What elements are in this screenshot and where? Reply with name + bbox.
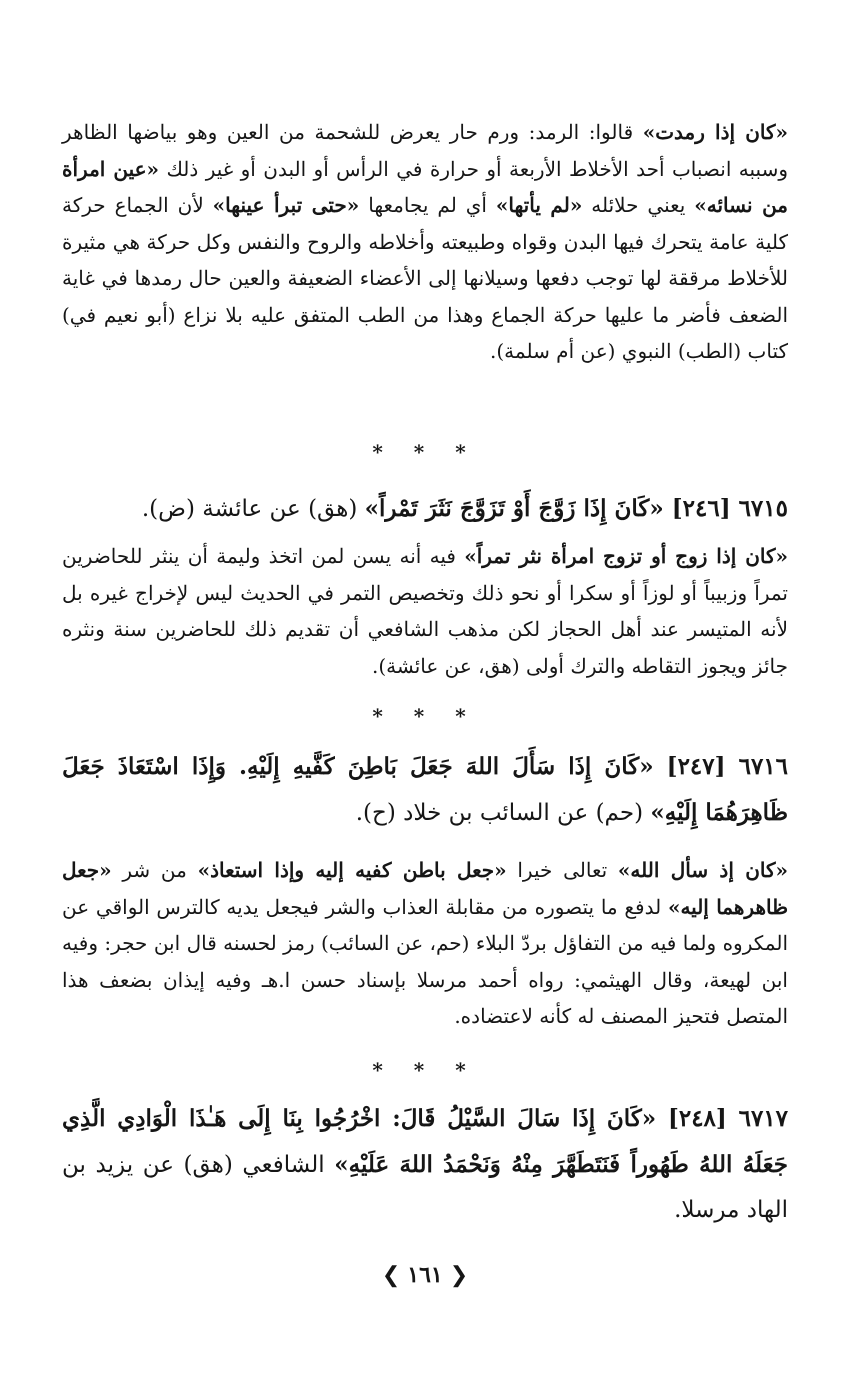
- section-separator: * * *: [372, 440, 478, 464]
- quote: «عين امرأة من نسائه»: [62, 156, 789, 217]
- section-separator: * * *: [372, 1058, 478, 1082]
- hadith-number: ٦٧١٧ [٢٤٨]: [667, 1105, 789, 1132]
- text: تعالى خيرا: [506, 858, 618, 882]
- ornament-left-icon: ❮: [381, 1263, 401, 1288]
- text: قالوا: الرمد: ورم حار يعرض للشحمة من العين وهو بياضها الظاهر وسببه انصباب أحد الأخلاط الأربعة أو حرارة في الرأس أو البدن أو غير ذلك: [62, 120, 788, 181]
- hadith-text: «كَانَ إِذَا سَالَ السَّيْلُ قَالَ: اخْرُجُوا بِنَا إِلَى هَـٰذَا الْوَادِي الَّذِي جَعَلَهُ اللهُ طَهُوراً فَنَتَطَهَّرَ مِنْهُ وَنَحْمَدُ اللهَ عَلَيْهِ»: [62, 1105, 788, 1178]
- text: أي لم يجامعها: [359, 193, 496, 217]
- quote: «جعل باطن كفيه إليه وإذا استعاذ»: [197, 858, 507, 882]
- hadith-number: ٦٧١٦ [٢٤٧]: [666, 753, 789, 780]
- hadith-6716: [62, 744, 788, 836]
- hadith-6715: [62, 486, 788, 532]
- text: من شر: [111, 858, 198, 882]
- quote: «لم يأتها»: [495, 193, 583, 217]
- hadith-source: (هق) عن عائشة (ض).: [141, 496, 365, 522]
- hadith-text: «كَانَ إِذَا سَأَلَ اللهَ جَعَلَ بَاطِنَ كَفَّيهِ إِلَيْهِ. وَإِذَا اسْتَعَاذَ جَعَلَ ظَاهِرَهُمَا إِلَيْهِ»: [62, 753, 788, 826]
- hadith-source: (حم) عن السائب بن خلاد (ح).: [355, 800, 651, 826]
- quote: «كان إذا رمدت»: [642, 120, 788, 144]
- hadith-source: الشافعي (هق) عن يزيد بن الهاد مرسلا.: [62, 1152, 788, 1223]
- quote: «كان إذ سأل الله»: [617, 858, 789, 882]
- hadith-6717: [62, 1096, 788, 1233]
- section-separator: * * *: [372, 704, 478, 728]
- text: لدفع ما يتصوره من مقابلة العذاب والشر فيجعل يديه كالترس الواقي عن المكروه ولما فيه من التفاؤل بردّ البلاء (حم، عن السائب) رمز لحسنه قال ابن حجر: وفيه ابن لهيعة، وقال الهيثمي: رواه أحمد مرسلا بإسناد حسن ا.هـ وفيه إيذان بضعف هذا المتصل فتحيز المصنف له كأنه لاعتضاده.: [62, 894, 788, 1028]
- quote: «حتى تبرأ عينها»: [212, 193, 360, 217]
- text: يعني حلائله: [582, 193, 695, 217]
- text: فيه أنه يسن لمن اتخذ وليمة أن ينثر للحاضرين تمراً وزبيباً أو لوزاً أو سكرا أو نحو ذلك وتخصيص التمر في الحديث ليس لإخراج غيره بل لأنه المتيسر عند أهل الحجاز لكن مذهب الشافعي أن تقديم ذلك للحاضرين سنة ونثره جائز ويجوز التقاطه والترك أولى (هق، عن عائشة).: [62, 544, 789, 678]
- page-number: [0, 1262, 850, 1288]
- quote: «جعل ظاهرهما إليه»: [62, 858, 788, 919]
- commentary-umm-salama: [62, 114, 788, 370]
- hadith-number: ٦٧١٥ [٢٤٦]: [671, 495, 788, 522]
- quote: «كان إذا زوج أو تزوج امرأة نثر تمراً»: [464, 544, 788, 568]
- text: لأن الجماع حركة كلية عامة يتحرك فيها البدن وقواه وطبيعته وأخلاطه والروح والنفس وكل حركة هي مثيرة للأخلاط مرققة لها توجب دفعها وسيلانها إلى الأعضاء الضعيفة والعين حال رمدها في غاية الضعف فأضر ما عليها حركة الجماع وهذا من الطب المتفق عليه بلا نزاع (أبو نعيم في) كتاب (الطب) النبوي (عن أم سلمة).: [62, 193, 788, 363]
- ornament-right-icon: ❯: [449, 1263, 469, 1288]
- commentary-aisha: [62, 538, 788, 684]
- page-number-value: ١٦١: [407, 1262, 443, 1288]
- commentary-saib: [62, 852, 788, 1035]
- hadith-text: «كَانَ إِذَا زَوَّجَ أَوْ تَزَوَّجَ نَثَرَ تَمْراً»: [364, 495, 672, 522]
